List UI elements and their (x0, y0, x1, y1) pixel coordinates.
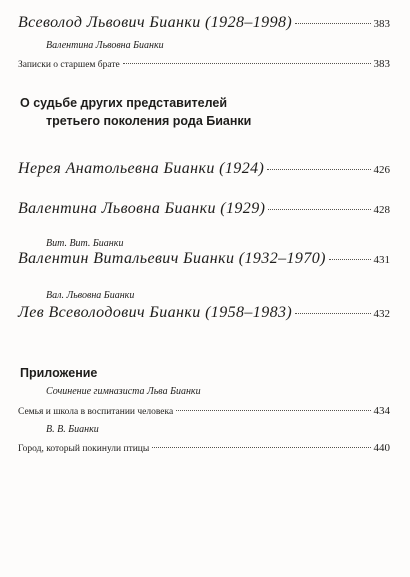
dot-leader (295, 313, 370, 314)
entry-title: Нерея Анатольевна Бианки (1924) (18, 160, 265, 177)
toc-entry-vsevolod[interactable] (18, 14, 390, 32)
page-number: 383 (373, 18, 390, 30)
entry-title: Записки о старшем брате (18, 60, 120, 70)
dot-leader (268, 209, 370, 210)
entry-title: Валентина Львовна Бианки (1929) (18, 200, 266, 217)
page-number: 434 (373, 405, 390, 417)
entry-title: Всеволод Львович Бианки (1928–1998) (18, 14, 293, 31)
page-number: 428 (373, 204, 390, 216)
entry-title: Лев Всеволодович Бианки (1958–1983) (18, 304, 293, 321)
entry-author: В. В. Бианки (46, 424, 99, 435)
entry-author: Сочинение гимназиста Льва Бианки (46, 386, 201, 397)
toc-entry-nereya[interactable] (18, 160, 390, 178)
page-number: 426 (373, 164, 390, 176)
page-number: 440 (373, 442, 390, 454)
page-number: 431 (373, 254, 390, 266)
dot-leader (295, 23, 370, 24)
toc-entry-lev[interactable] (18, 304, 390, 322)
section-heading-line1: О судьбе других представителей (20, 96, 228, 110)
section-heading-line2: третьего поколения рода Бианки (46, 114, 252, 128)
toc-entry-valentina[interactable] (18, 200, 390, 218)
dot-leader (176, 410, 370, 411)
toc-entry-gorod[interactable] (18, 442, 390, 454)
page-number: 432 (373, 308, 390, 320)
page-number: 383 (373, 58, 390, 70)
entry-author: Вал. Львовна Бианки (46, 290, 135, 301)
dot-leader (152, 447, 370, 448)
toc-entry-zapiski[interactable] (18, 58, 390, 70)
entry-author: Валентина Львовна Бианки (46, 40, 164, 51)
appendix-heading: Приложение (20, 366, 98, 380)
dot-leader (123, 63, 371, 64)
entry-author: Вит. Вит. Бианки (46, 238, 124, 249)
entry-title: Город, который покинули птицы (18, 444, 150, 454)
entry-title: Валентин Витальевич Бианки (1932–1970) (18, 250, 326, 267)
toc-entry-semya[interactable] (18, 405, 390, 417)
dot-leader (267, 169, 370, 170)
dot-leader (329, 259, 371, 260)
toc-entry-valentin[interactable] (18, 250, 390, 268)
entry-title: Семья и школа в воспитании человека (18, 407, 174, 417)
